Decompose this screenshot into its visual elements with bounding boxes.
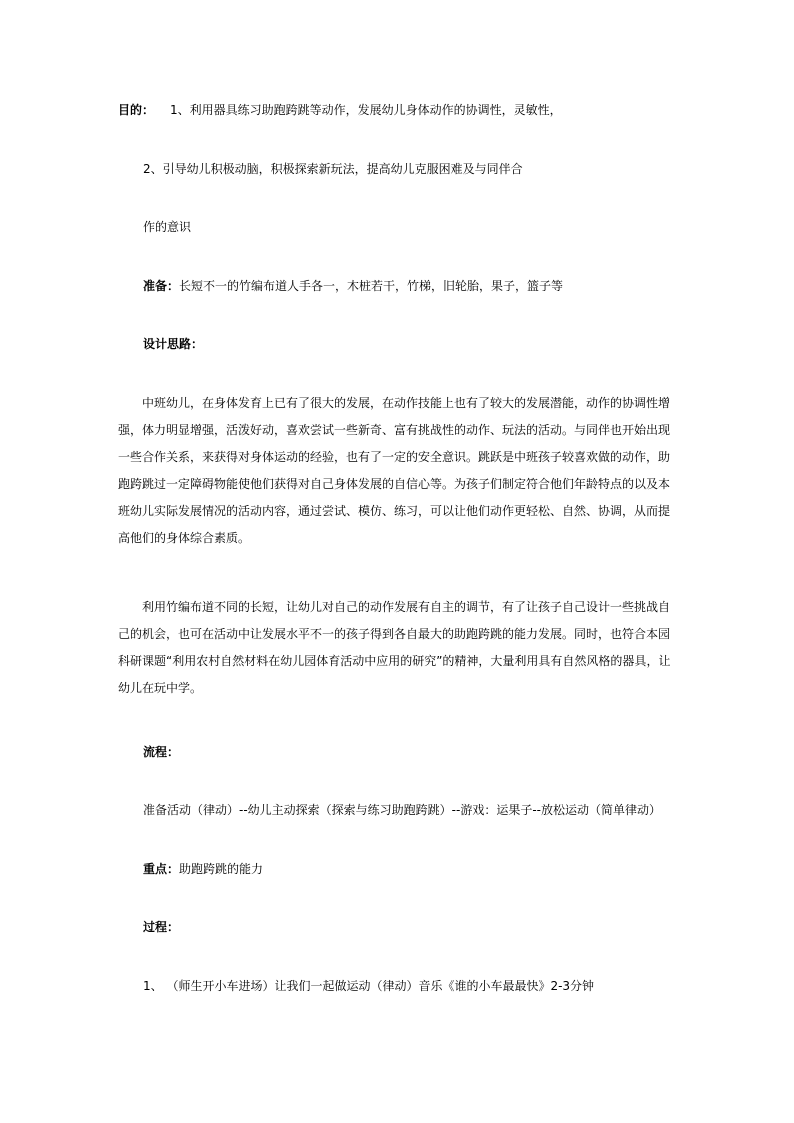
flow-text: 准备活动（律动）--幼儿主动探索（探索与练习助跑跨跳）--游戏：运果子--放松运动（简单律动） <box>143 803 661 817</box>
flow-label: 流程： <box>143 745 180 759</box>
keypoint-label: 重点： <box>143 862 180 876</box>
process-label: 过程： <box>143 920 180 934</box>
preparation-label: 准备： <box>143 279 180 293</box>
preparation-text: 长短不一的竹编布道人手各一，木桩若干，竹梯，旧轮胎，果子，篮子等 <box>179 279 564 293</box>
design-paragraph-2: 利用竹编布道不同的长短，让幼儿对自己的动作发展有自主的调节，有了让孩子自己设计一些挑战自己的机会，也可在活动中让发展水平不一的孩子得到各自最大的助跑跨跳的能力发展。同时，也符合本园科研课题“利用农村自然材料在幼儿园体育活动中应用的研究”的精神，大量利用具有自然风格的器具，让幼儿在玩中学。 <box>118 600 671 695</box>
objective-item-2: 2、引导幼儿积极动脑，积极探索新玩法，提高幼儿克服困难及与同伴合 <box>143 162 523 176</box>
design-paragraph-1: 中班幼儿，在身体发育上已有了很大的发展，在动作技能上也有了较大的发展潜能，动作的协调性增强，体力明显增强，活泼好动，喜欢尝试一些新奇、富有挑战性的动作、玩法的活动。与同伴也开始出现一些合作关系，来获得对身体运动的经验，也有了一定的安全意识。跳跃是中班孩子较喜欢做的动作，助跑跨跳过一定障碍物能使他们获得对自己身体发展的自信心等。为孩子们制定符合他们年龄特点的以及本班幼儿实际发展情况的活动内容，通过尝试、模仿、练习，可以让他们动作更轻松、自然、协调，从而提高他们的身体综合素质。 <box>118 396 671 545</box>
process-step-1: 1、 （师生开小车进场）让我们一起做运动（律动）音乐《谁的小车最最快》2-3分钟 <box>143 979 595 993</box>
objective-item-2-continued: 作的意识 <box>143 220 192 234</box>
keypoint-text: 助跑跨跳的能力 <box>179 862 264 876</box>
keypoint-line <box>143 861 263 877</box>
objective-line-1 <box>118 102 562 118</box>
design-label: 设计思路： <box>143 337 204 351</box>
preparation-line <box>143 278 563 294</box>
objective-item-1: 1、利用器具练习助跑跨跳等动作，发展幼儿身体动作的协调性，灵敏性， <box>170 103 562 117</box>
objective-label: 目的： <box>118 103 155 117</box>
